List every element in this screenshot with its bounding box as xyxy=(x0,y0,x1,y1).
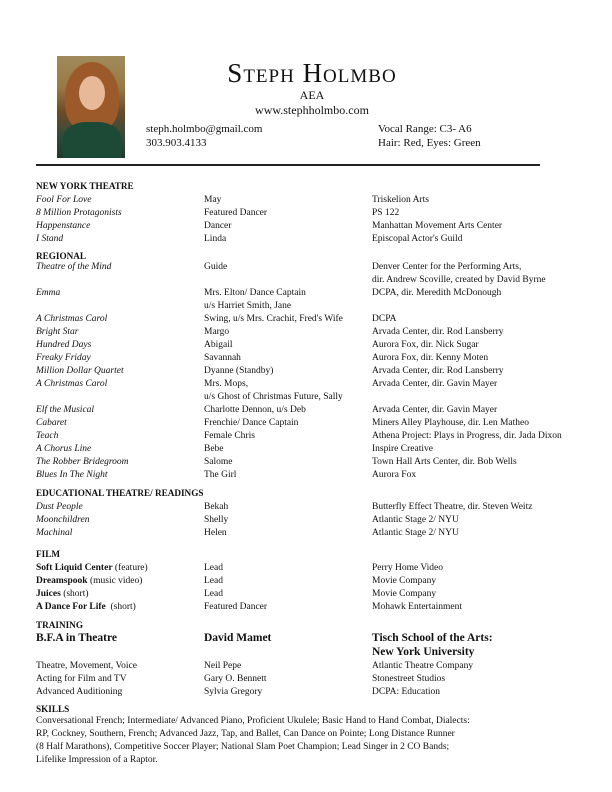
credit-role: Bebe xyxy=(204,444,224,454)
credit-row xyxy=(36,392,612,405)
credit-title: Fool For Love xyxy=(36,195,92,205)
film-format: (short) xyxy=(105,602,136,612)
credit-role: Lead xyxy=(204,576,223,586)
credit-row xyxy=(36,502,612,515)
credit-title: The Robber Bridegroom xyxy=(36,457,129,467)
vocal-range: Vocal Range: C3- A6 xyxy=(378,123,472,135)
credit-role: Mrs. Mops, xyxy=(204,379,249,389)
credit-role: Dancer xyxy=(204,221,232,231)
section-heading-training: TRAINING xyxy=(36,620,83,630)
credit-venue: Aurora Fox xyxy=(372,470,417,480)
credit-row xyxy=(36,221,612,234)
credit-venue: Town Hall Arts Center, dir. Bob Wells xyxy=(372,457,517,467)
credit-venue: DCPA xyxy=(372,314,397,324)
training-subject: Acting for Film and TV xyxy=(36,674,127,684)
credit-row xyxy=(36,275,612,288)
credit-venue: Aurora Fox, dir. Kenny Moten xyxy=(372,353,489,363)
degree: B.F.A in Theatre xyxy=(36,632,117,644)
school-university: New York University xyxy=(372,646,475,658)
credit-role: Savannah xyxy=(204,353,241,363)
film-format: (feature) xyxy=(112,563,148,573)
hair-eyes: Hair: Red, Eyes: Green xyxy=(378,137,481,149)
credit-row xyxy=(36,208,612,221)
credit-role: Linda xyxy=(204,234,227,244)
phone-number: 303.903.4133 xyxy=(146,137,207,149)
header-divider xyxy=(36,164,540,166)
credit-venue: dir. Andrew Scoville, created by David Byrne xyxy=(372,275,546,285)
credit-venue: DCPA, dir. Meredith McDonough xyxy=(372,288,502,298)
credit-role: Swing, u/s Mrs. Crachit, Fred's Wife xyxy=(204,314,343,324)
credit-role: Abigail xyxy=(204,340,233,350)
credit-venue: Arvada Center, dir. Rod Lansberry xyxy=(372,327,504,337)
section-heading-regional: REGIONAL xyxy=(36,251,87,261)
credit-venue: Episcopal Actor's Guild xyxy=(372,234,463,244)
credit-title: Elf the Musical xyxy=(36,405,95,415)
credit-row xyxy=(36,431,612,444)
credit-title: A Chorus Line xyxy=(36,444,92,454)
training-school: DCPA: Education xyxy=(372,687,440,697)
credit-venue: Perry Home Video xyxy=(372,563,444,573)
training-teacher: Sylvia Gregory xyxy=(204,687,263,697)
credit-title: Hundred Days xyxy=(36,340,92,350)
credit-title: Million Dollar Quartet xyxy=(36,366,124,376)
credit-title: Happenstance xyxy=(36,221,91,231)
credit-venue: Arvada Center, dir. Rod Lansberry xyxy=(372,366,504,376)
credit-title: Freaky Friday xyxy=(36,353,91,363)
training-school: Atlantic Theatre Company xyxy=(372,661,474,671)
credit-row xyxy=(36,353,612,366)
training-row xyxy=(36,661,612,674)
credit-row xyxy=(36,563,612,576)
credit-row xyxy=(36,340,612,353)
credit-title: Teach xyxy=(36,431,59,441)
credit-title: Blues In The Night xyxy=(36,470,108,480)
headshot-face xyxy=(79,76,105,110)
credit-title: 8 Million Protagonists xyxy=(36,208,122,218)
credit-role: Featured Dancer xyxy=(204,602,268,612)
credit-title: A Christmas Carol xyxy=(36,314,108,324)
film-format: (music video) xyxy=(87,576,143,586)
credit-title: Emma xyxy=(36,288,61,298)
credit-row xyxy=(36,195,612,208)
credit-title: A Christmas Carol xyxy=(36,379,108,389)
credit-venue: Aurora Fox, dir. Nick Sugar xyxy=(372,340,479,350)
credit-role: Lead xyxy=(204,563,223,573)
resume-name: Steph Holmbo xyxy=(227,58,397,88)
skills-line: (8 Half Marathons), Competitive Soccer Player; National Slam Poet Champion; Lead Singer in 2 CO Bands; xyxy=(36,742,450,752)
school-name: Tisch School of the Arts: xyxy=(372,632,493,644)
training-school-row xyxy=(36,646,612,662)
credit-title: Dust People xyxy=(36,502,83,512)
website-link[interactable]: www.stephholmbo.com xyxy=(255,103,369,117)
credit-role: Female Chris xyxy=(204,431,255,441)
credit-row xyxy=(36,470,612,483)
credit-row xyxy=(36,457,612,470)
credit-title: I Stand xyxy=(36,234,64,244)
credit-venue: Manhattan Movement Arts Center xyxy=(372,221,503,231)
credit-title: Machinal xyxy=(36,528,73,538)
credit-row xyxy=(36,379,612,392)
skills-line: Conversational French; Intermediate/ Advanced Piano, Proficient Ukulele; Basic Hand to Hand Combat, Dialects: xyxy=(36,716,470,726)
credit-venue: Inspire Creative xyxy=(372,444,433,454)
credit-role: Frenchie/ Dance Captain xyxy=(204,418,299,428)
credit-role: u/s Ghost of Christmas Future, Sally xyxy=(204,392,343,402)
training-subject: Theatre, Movement, Voice xyxy=(36,661,137,671)
section-heading-educational: EDUCATIONAL THEATRE/ READINGS xyxy=(36,488,204,498)
training-teacher: Neil Pepe xyxy=(204,661,242,671)
credit-venue: Atlantic Stage 2/ NYU xyxy=(372,515,459,525)
credit-role: Lead xyxy=(204,589,223,599)
headshot-body xyxy=(63,122,121,158)
credit-venue: Movie Company xyxy=(372,576,437,586)
credit-role: Charlotte Dennon, u/s Deb xyxy=(204,405,306,415)
credit-venue: Triskelion Arts xyxy=(372,195,429,205)
film-format: (short) xyxy=(60,589,89,599)
training-row xyxy=(36,687,612,700)
credit-venue: Athena Project: Plays in Progress, dir. Jada Dixon xyxy=(372,431,562,441)
credit-title: Moonchildren xyxy=(36,515,90,525)
section-heading-film: FILM xyxy=(36,549,60,559)
credit-role: u/s Harriet Smith, Jane xyxy=(204,301,292,311)
credit-title: Bright Star xyxy=(36,327,79,337)
credit-row xyxy=(36,405,612,418)
credit-role: Bekah xyxy=(204,502,229,512)
credit-role: Dyanne (Standby) xyxy=(204,366,274,376)
credit-row xyxy=(36,288,612,301)
credit-venue: Butterfly Effect Theatre, dir. Steven Weitz xyxy=(372,502,533,512)
credit-row xyxy=(36,234,612,247)
credit-role: Helen xyxy=(204,528,227,538)
skills-line: Lifelike Impression of a Raptor. xyxy=(36,755,158,765)
credit-role: Margo xyxy=(204,327,230,337)
credit-title: Theatre of the Mind xyxy=(36,262,112,272)
credit-row xyxy=(36,301,612,314)
credit-venue: Mohawk Entertainment xyxy=(372,602,462,612)
credit-row xyxy=(36,528,612,541)
credit-role: Shelly xyxy=(204,515,229,525)
film-title: Dreamspook xyxy=(36,576,88,586)
credit-row xyxy=(36,314,612,327)
credit-row xyxy=(36,444,612,457)
film-title: Soft Liquid Center xyxy=(36,563,113,573)
credit-venue: PS 122 xyxy=(372,208,400,218)
training-teacher: Gary O. Bennett xyxy=(204,674,267,684)
degree-teacher: David Mamet xyxy=(204,632,272,644)
credit-row xyxy=(36,327,612,340)
credit-role: Salome xyxy=(204,457,233,467)
credit-venue: Denver Center for the Performing Arts, xyxy=(372,262,522,272)
credit-role: Mrs. Elton/ Dance Captain xyxy=(204,288,306,298)
training-subject: Advanced Auditioning xyxy=(36,687,123,697)
film-title: Juices xyxy=(36,589,61,599)
credit-row xyxy=(36,418,612,431)
credit-role: Guide xyxy=(204,262,228,272)
credit-row xyxy=(36,262,612,275)
credit-row xyxy=(36,515,612,528)
section-heading-skills: SKILLS xyxy=(36,704,70,714)
credit-role: Featured Dancer xyxy=(204,208,268,218)
credit-row xyxy=(36,602,612,615)
union-affiliation: AEA xyxy=(299,88,325,102)
film-title: A Dance For Life xyxy=(36,602,106,612)
skills-line: RP, Cockney, Southern, French; Advanced Jazz, Tap, and Ballet, Can Dance on Pointe; Long Distance Runner xyxy=(36,729,455,739)
credit-row xyxy=(36,589,612,602)
training-row xyxy=(36,674,612,687)
email-link[interactable]: steph.holmbo@gmail.com xyxy=(146,123,263,135)
credit-role: The Girl xyxy=(204,470,237,480)
credit-role: May xyxy=(204,195,222,205)
section-heading-new-york: NEW YORK THEATRE xyxy=(36,181,134,191)
headshot-photo xyxy=(57,56,125,158)
training-school: Stonestreet Studios xyxy=(372,674,446,684)
credit-venue: Arvada Center, dir. Gavin Mayer xyxy=(372,405,498,415)
credit-row xyxy=(36,576,612,589)
credit-venue: Movie Company xyxy=(372,589,437,599)
credit-venue: Miners Alley Playhouse, dir. Len Matheo xyxy=(372,418,529,428)
credit-venue: Arvada Center, dir. Gavin Mayer xyxy=(372,379,498,389)
credit-venue: Atlantic Stage 2/ NYU xyxy=(372,528,459,538)
credit-row xyxy=(36,366,612,379)
credit-title: Cabaret xyxy=(36,418,67,428)
